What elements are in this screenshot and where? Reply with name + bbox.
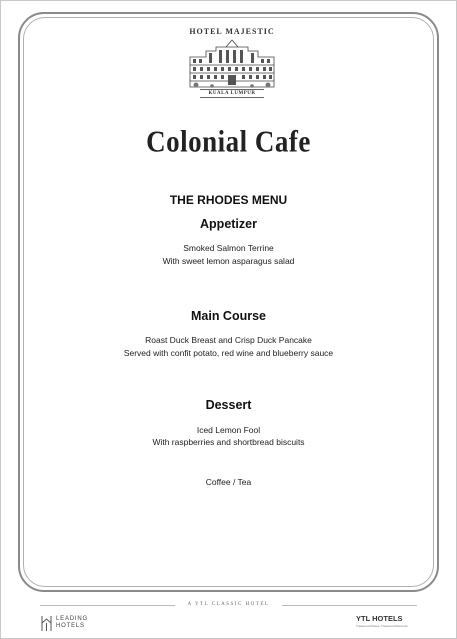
ytl-hotels-wordmark: YTL HOTELS	[356, 614, 403, 623]
leading-hotels-logo	[40, 614, 110, 634]
footer-divider-right	[282, 605, 417, 606]
ytl-hotels-tagline: Treasured Places. Treasured Moments.	[356, 624, 409, 628]
main-course-dish-description: Served with confit potato, red wine and blueberry sauce	[123, 348, 334, 358]
leading-hotels-emblem-icon	[40, 615, 53, 632]
section-title-main-course: Main Course	[190, 309, 266, 323]
section-title-dessert: Dessert	[205, 398, 252, 412]
appetizer-dish-description: With sweet lemon asparagus salad	[162, 256, 295, 266]
beverage-line: Coffee / Tea	[205, 477, 252, 487]
footer-tagline: A YTL CLASSIC HOTEL	[187, 602, 270, 607]
section-title-appetizer: Appetizer	[200, 217, 257, 231]
menu-title: THE RHODES MENU	[169, 193, 288, 207]
restaurant-name: Colonial Cafe	[146, 123, 311, 159]
hotel-majestic-logo	[180, 27, 284, 101]
dessert-dish-description: With raspberries and shortbread biscuits	[152, 437, 305, 447]
hotel-building-icon	[186, 37, 278, 89]
logo-location: KUALA LUMPUR	[200, 89, 264, 98]
main-course-dish-name: Roast Duck Breast and Crisp Duck Pancake	[145, 335, 312, 345]
appetizer-dish-name: Smoked Salmon Terrine	[183, 243, 274, 253]
ytl-hotels-logo	[356, 614, 420, 634]
logo-hotel-name: HOTEL MAJESTIC	[189, 27, 275, 36]
menu-frame-inner	[23, 17, 434, 587]
dessert-dish-name: Iced Lemon Fool	[196, 425, 261, 435]
leading-hotels-line1: LEADING	[56, 616, 88, 622]
leading-hotels-line2: HOTELS	[56, 623, 85, 629]
